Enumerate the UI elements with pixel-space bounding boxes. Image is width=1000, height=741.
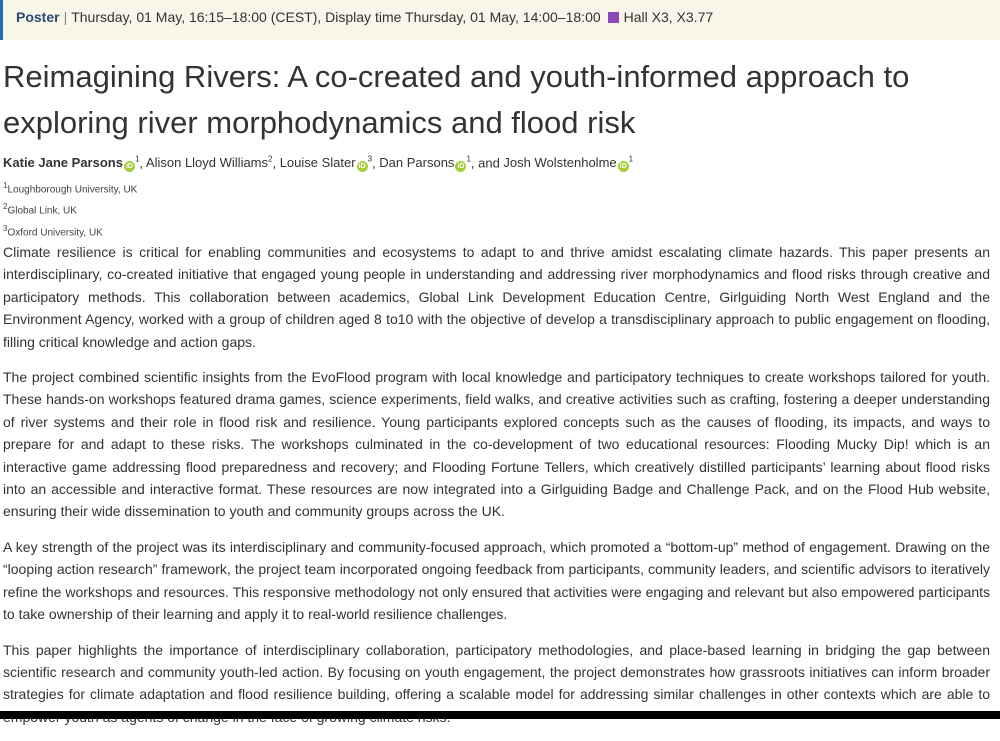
- author[interactable]: [280, 155, 372, 170]
- author-name[interactable]: Louise Slater: [279, 155, 356, 171]
- author[interactable]: [379, 155, 471, 170]
- affiliation-sup: 3: [3, 223, 8, 233]
- affiliation-list: [3, 177, 137, 241]
- orcid-icon[interactable]: iD: [619, 163, 627, 171]
- author[interactable]: [503, 155, 633, 170]
- author-name[interactable]: Josh Wolstenholme: [503, 155, 617, 171]
- abstract-title: Reimagining Rivers: A co-created and youth-informed approach to exploring river morphodynamics and flood risk: [3, 59, 910, 140]
- author-name[interactable]: Dan Parsons: [379, 155, 455, 171]
- author[interactable]: [3, 155, 139, 170]
- session-info: Thursday, 01 May, 16:15–18:00 (CEST), Display time Thursday, 01 May, 14:00–18:00: [71, 9, 601, 25]
- session-bar: [0, 0, 1000, 40]
- affiliation-sup: 1: [3, 181, 8, 190]
- abstract-paragraph: Climate resilience is critical for enabling communities and ecosystems to adapt to and thrive amidst escalating climate hazards. This paper presents an interdisciplinary, co-created initiative that engaged young people in understanding and addressing river morphodynamics and flood risks through creative and participatory methods. This collaboration between academics, Global Link Development Education Centre, Girlguiding North West England and the Environment Agency, worked with a group of children aged 8 to10 with the objective of develop a transdisciplinary approach to public engagement on flooding, filling critical knowledge and action gaps.: [3, 244, 990, 350]
- abstract-paragraph: A key strength of the project was its interdisciplinary and community-focused approach, which promoted a “bottom-up” method of engagement. Drawing on the “looping action research” framework, the project team incorporated ongoing feedback from participants, community leaders, and scientific advisors to iteratively refine the workshops and resources. This responsive methodology not only ensured that activities were engaging and relevant but also empowered participants to take ownership of their learning and apply it to real-world resilience challenges.: [3, 538, 990, 623]
- author-sup: 1: [628, 155, 634, 164]
- orcid-icon[interactable]: iD: [457, 163, 465, 171]
- affiliation-name: Oxford University, UK: [7, 226, 103, 238]
- author-name[interactable]: Katie Jane Parsons: [3, 155, 123, 171]
- author-list: Katie Jane Parsons $iD^1$, Alison Lloyd Williams$^2$, Louise Slater $iD^3$, Dan Parsons $iD^1$, and Josh Wolstenholme $iD^1$: [3, 155, 634, 171]
- affiliation: [3, 198, 137, 219]
- affiliation: [3, 177, 137, 198]
- hall-color-square-icon: [608, 12, 619, 23]
- presentation-type: Poster: [16, 9, 60, 25]
- location: Hall X3, X3.77: [623, 9, 714, 25]
- separator: |: [63, 9, 68, 25]
- affiliation-name: Global Link, UK: [7, 205, 77, 217]
- author-sup: 2: [268, 155, 273, 164]
- affiliation: [3, 220, 137, 241]
- author-sup: 1: [134, 155, 140, 164]
- author-sup: 3: [367, 155, 373, 164]
- abstract-paragraph: This paper highlights the importance of interdisciplinary collaboration, participatory methodologies, and place-based learning in bridging the gap between scientific research and community youth-led action. By focusing on youth engagement, the project demonstrates how grassroots initiatives can inform broader strategies for climate adaptation and flood resilience building, offering a scalable model for addressing similar challenges in other contexts which are able to: [3, 641, 990, 703]
- abstract-paragraph: The project combined scientific insights from the EvoFlood program with local knowledge and participatory techniques to create workshops tailored for youth. These hands-on workshops featured drama games, science experiments, field walks, and creative activities such as crafting, fostering a deeper understanding of river systems and their role in flood risk and resilience. Young participants explored concepts such as the causes of flooding, its impacts, and ways to prepare for and adapt to these risks. The workshops culminated in the co-development of two educational resources: Flooding Mucky Dip! which is an interactive game addressing flood preparedness and recovery; and Flooding Fortune Tellers, which creatively distilled participants’ learning about flood risks into an accessible and interactive format. These resources are now integrated into a Girlguiding Badge and Challenge Pack, and on the Flood Hub website, ensuring their wide dissemination to youth and community groups across the UK.: [3, 369, 990, 520]
- author-sup: 1: [466, 155, 471, 164]
- affiliation-sup: 2: [3, 202, 8, 212]
- orcid-icon[interactable]: iD: [358, 163, 366, 171]
- abstract-body: [3, 241, 990, 741]
- author-name[interactable]: Alison Lloyd Williams: [145, 155, 269, 171]
- bottom-edge: [0, 711, 1000, 719]
- orcid-icon[interactable]: iD: [125, 163, 133, 171]
- affiliation-name: Loughborough University, UK: [7, 184, 138, 196]
- author[interactable]: [146, 155, 273, 170]
